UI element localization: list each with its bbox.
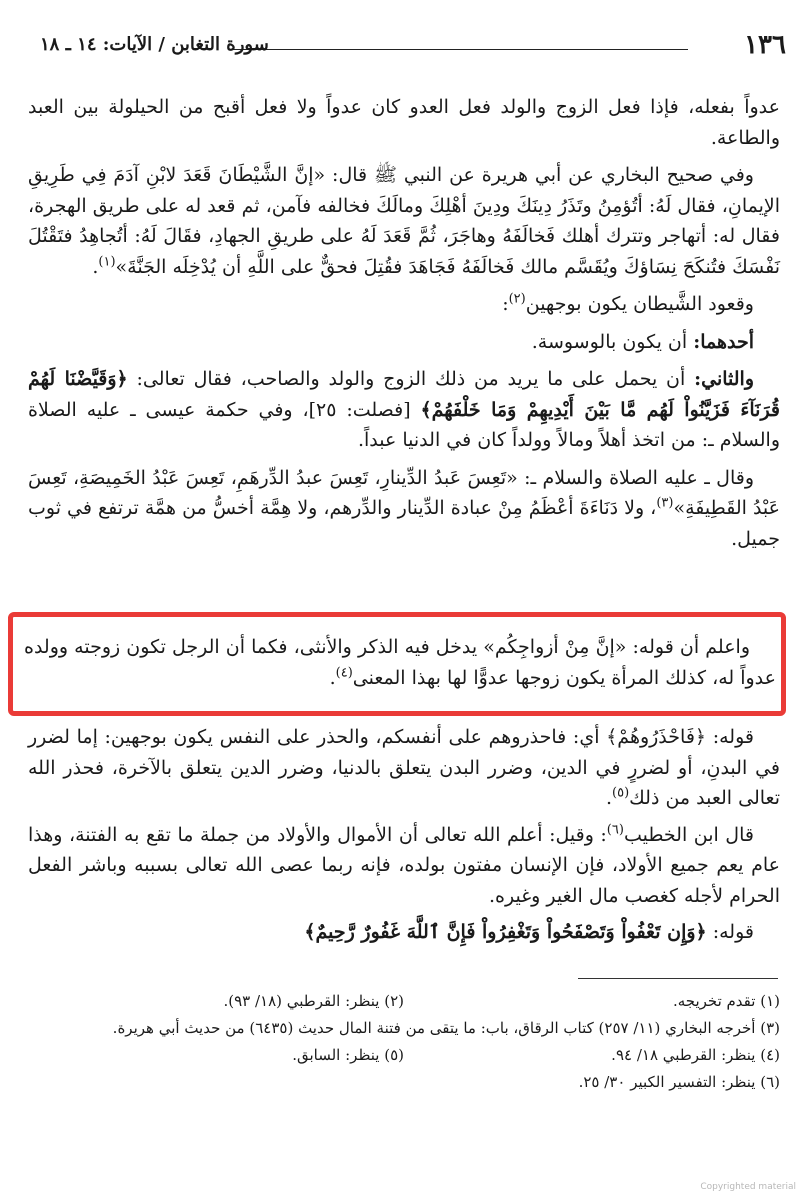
paragraph-text: أن يحمل على ما يريد من ذلك الزوج والولد والصاحب، فقال تعالى: [136,368,695,390]
footnote: (٤) ينظر: القرطبي ١٨/ ٩٤. [611,1046,780,1064]
footnotes [28,988,780,1096]
highlight-box [8,612,786,716]
footnote: (٦) ينظر: التفسير الكبير ٣٠/ ٢٥. [578,1073,780,1091]
quran-verse: ﴿وَإِن تَعْفُواْ وَتَصْفَحُواْ وَتَغْفِرُواْ فَإِنَّ ٱللَّهَ غَفُورٌ رَّحِيمٌ﴾ [304,921,707,943]
footnote-ref: (٥) [612,785,630,801]
footnote-ref: (٣) [656,495,674,511]
footnote: (٥) ينظر: السابق. [292,1046,404,1064]
paragraph [28,917,780,948]
paragraph: واعلم أن قوله: «إنَّ مِنْ أزواجِكُم» يدخل فيه الذكر والأنثى، فكما أن الرجل تكون زوجته وولده عدواً له، كذلك المرأة يكون زوجها عدوًّا لها بهذا المعنى$^{(٤)}$. [24,636,776,689]
paragraph-text: : وقيل: أعلم الله تعالى أن الأموال والأولاد من جملة ما تقع به الفتنة، وهذا عام يعم جميع الأولاد، فإن الإنسان مفتون بولده، فإنه ربما عصى الله تعالى بسببه وباشر الفعل الحرام لأجله كغصب مال الغير وغيره. [28,823,780,907]
paragraph-text: ، ولا دَنَاءَةَ أعْظَمُ مِنْ عبادة الدِّينار والدِّرهم، ولا هِمَّة أخسُّ من همَّة ترتفع في ثوب جميل. [28,497,780,550]
footnote: (٢) ينظر: القرطبي (١٨/ ٩٣). [223,992,404,1010]
paragraph: وقعود الشَّيطان يكون بوجهين$^{(٢)}$: [502,291,754,315]
footnote-rule [578,978,778,979]
footnote-row [28,988,780,1015]
paragraph-text: [فصلت: ٢٥]، وفي حكمة عيسى ـ عليه الصلاة والسلام ـ: من اتخذ أهلاً ومالاً وولداً كان في الدنيا عبداً. [28,398,780,451]
main-text-lower [28,722,780,954]
footnote: (١) تقدم تخريجه. [672,992,780,1010]
paragraph-text: قال ابن الخطيب [623,823,754,846]
surah-title: سورة التغابن / الآيات: ١٤ ـ ١٨ [40,34,269,55]
paragraph-text: وقال ـ عليه الصلاة والسلام ـ: «تَعِسَ عَبدُ الدِّينارِ، تَعِسَ عبدُ الدِّرهَمِ، تَعِسَ عَبْدُ الخَمِيصَةِ، تَعِسَ عَبْدُ القَطِيفَةِ» [28,466,780,519]
paragraph-label: والثاني: [694,368,754,390]
paragraph-text: واعلم أن قوله: «إنَّ مِنْ أزواجِكُم» يدخل فيه الذكر والأنثى، فكما أن الرجل تكون زوجته وولده عدواً له، كذلك المرأة يكون زوجها عدوًّا لها بهذا المعنى [24,636,776,689]
paragraph-text: أن يكون بالوسوسة. [531,330,694,353]
paragraph-text: وقعود الشَّيطان يكون بوجهين [525,293,754,315]
footnote-ref: (٦) [606,822,624,838]
footnote-ref: (١) [98,254,116,270]
header-rule [230,49,688,50]
paragraph-text: قوله: ﴿فَاحْذَرُوهُمْ﴾ أي: فاحذروهم على أنفسكم، والحذر على النفس يكون بوجهين: إما لضرر في البدنِ، أو لضررٍ في الدين، وضرر البدن يتعلق بالدنيا، وضرر الدين يتعلق بالآخرة، فحذر الله تعالى العبد من ذلك [28,726,780,809]
footnote-ref: (٤) [335,665,353,681]
paragraph [28,327,780,358]
paragraph-text: وفي صحيح البخاري عن أبي هريرة عن النبي ﷺ قال: «إنَّ الشَّيْطَانَ قَعَدَ لابْنِ آدَمَ فِي طَرِيقِ الإيمانِ، فقال لَهُ: أتُؤمِنُ وتَذَرُ دِينَكَ ودِينَ أهْلِكَ ومالَكَ فخالفه فآمن، ثم قعد له على طريق الهجرة، فقال له: أتهاجر وتترك أهلك فَخالَفَهُ وهاجَرَ، ثُمَّ قَعَدَ لَهُ على طريقِ الجهادِ، فقَالَ لَهُ: أتُجاهِدُ فتَقْتُلَ نَفْسَكَ فتُنكَحَ نِسَاؤكَ ويُقَسَّم مالك فَخالَفَهُ فَجَاهَدَ فقُتِلَ فحقٌّ على اللَّهِ أن يُدْخِلَه الجَنَّةَ» [28,164,780,278]
quran-verse: ﴿وَقَيَّضْنَا لَهُمْ قُرَنَآءَ فَزَيَّنُواْ لَهُم مَّا بَيْنَ أَيْدِيهِمْ وَمَا خَلْفَهُمْ﴾ [28,368,781,421]
footnote-row [28,1042,780,1069]
paragraph [28,463,780,555]
paragraph-text: قوله: [706,921,754,943]
paragraph [28,820,780,912]
footnote: (٣) أخرجه البخاري (١١/ ٢٥٧) كتاب الرقاق، باب: ما يتقى من فتنة المال حديث (٦٤٣٥) من حديث أبي هريرة. [112,1019,780,1037]
paragraph [28,92,780,153]
footnote-ref: (٢) [508,291,526,307]
watermark: Copyrighted material [700,1182,796,1192]
paragraph: وفي صحيح البخاري عن أبي هريرة عن النبي ﷺ قال: «إنَّ الشَّيْطَانَ قَعَدَ لابْنِ آدَمَ فِي طَرِيقِ الإيمانِ، فقال لَهُ: أتُؤمِنُ وتَذَرُ دِينَكَ ودِينَ أهْلِكَ ومالَكَ فخالفه فآمن، ثم قعد له على طريق الهجرة، فقال له: أتهاجر وتترك أهلك فَخالَفَهُ وهاجَرَ، ثُمَّ قَعَدَ لَهُ على طريقِ الجهادِ، فقَالَ لَهُ: أتُجاهِدُ فتَقْتُلَ نَفْسَكَ فتُنكَحَ نِسَاؤكَ ويُقَسَّم مالك فَخالَفَهُ فَجَاهَدَ فقُتِلَ فحقٌّ على اللَّهِ أن يُدْخِلَه الجَنَّةَ»$^{(١)}$. [28,164,780,278]
main-text [28,92,780,561]
page-number: ١٣٦ [744,30,786,60]
paragraph-label: أحدهما: [693,330,754,353]
paragraph [28,364,780,456]
paragraph: قوله: ﴿فَاحْذَرُوهُمْ﴾ أي: فاحذروهم على أنفسكم، والحذر على النفس يكون بوجهين: إما لضرر في البدنِ، أو لضررٍ في الدين، وضرر البدن يتعلق بالدنيا، وضرر الدين يتعلق بالآخرة، فحذر الله تعالى العبد من ذلك$^{(٥)}$. [28,726,780,809]
paragraph-text: عدواً بفعله، فإذا فعل الزوج والولد فعل العدو كان عدواً ولا فعل أقبح من الحيلولة بين العبد والطاعة. [28,96,780,149]
page-header [40,30,786,64]
